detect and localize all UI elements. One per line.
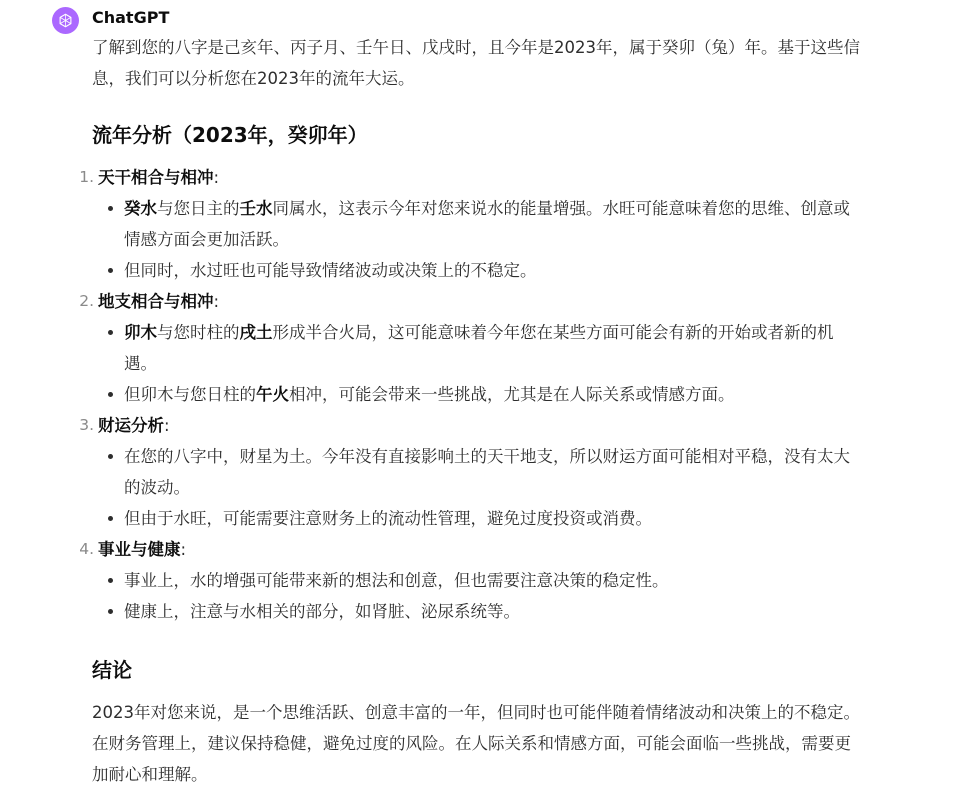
section-title: 财运分析 bbox=[98, 416, 164, 435]
section-heading bbox=[79, 410, 872, 441]
list-number: 2. bbox=[79, 292, 94, 310]
bold-term: 癸水 bbox=[124, 199, 157, 218]
bold-term: 午火 bbox=[256, 385, 289, 404]
bullet-list bbox=[98, 565, 872, 627]
section-heading bbox=[79, 162, 872, 193]
bullet-item bbox=[106, 565, 864, 596]
bullet-text: 健康上，注意与水相关的部分，如肾脏、泌尿系统等。 bbox=[124, 602, 520, 621]
bullet-text: 在您的八字中，财星为土。今年没有直接影响土的天干地支，所以财运方面可能相对平稳，没有太大的波动。 bbox=[124, 447, 850, 497]
bullet-text: 但卯木与您日柱的 bbox=[124, 385, 256, 404]
bullet-item bbox=[106, 441, 864, 503]
bullet-list bbox=[98, 441, 872, 534]
bullet-item bbox=[106, 596, 864, 627]
bullet-list bbox=[98, 193, 872, 286]
section-title: 事业与健康 bbox=[98, 540, 181, 559]
bullet-text: 形成半合火局，这可能意味着今年您在某些方面可能会有新的开始或者新的机遇。 bbox=[124, 323, 834, 373]
message-author: ChatGPT bbox=[92, 8, 170, 27]
bullet-text: 相冲，可能会带来一些挑战，尤其是在人际关系或情感方面。 bbox=[289, 385, 735, 404]
conclusion-paragraph: 2023年对您来说，是一个思维活跃、创意丰富的一年，但同时也可能伴随着情绪波动和决策上的不稳定。在财务管理上，建议保持稳健，避免过度的风险。在人际关系和情感方面，可能会面临一些挑战，需要更加耐心和理解。 bbox=[92, 703, 860, 784]
list-number: 4. bbox=[79, 540, 94, 558]
bullet-item bbox=[106, 317, 864, 379]
bullet-text: 事业上，水的增强可能带来新的想法和创意，但也需要注意决策的稳定性。 bbox=[124, 571, 669, 590]
bold-term: 壬水 bbox=[239, 199, 273, 218]
section-title: 天干相合与相冲 bbox=[98, 168, 214, 187]
section-colon: : bbox=[213, 168, 220, 187]
bullet-text: 同属水，这表示今年对您来说水的能量增强。水旺可能意味着您的思维、创意或情感方面会更加活跃。 bbox=[124, 199, 850, 249]
bullet-item bbox=[106, 503, 864, 534]
section-colon: : bbox=[213, 292, 220, 311]
analysis-section bbox=[79, 534, 872, 627]
intro-paragraph: 了解到您的八字是己亥年、丙子月、壬午日、戊戌时，且今年是2023年，属于癸卯（兔）年。基于这些信息，我们可以分析您在2023年的流年大运。 bbox=[92, 38, 860, 88]
analysis-heading: 流年分析（2023年，癸卯年） bbox=[92, 123, 368, 147]
bullet-list bbox=[98, 317, 872, 410]
section-heading bbox=[79, 534, 872, 565]
conclusion-heading: 结论 bbox=[92, 658, 132, 682]
bullet-item bbox=[106, 379, 864, 410]
analysis-section bbox=[79, 162, 872, 286]
list-number: 3. bbox=[79, 416, 94, 434]
analysis-section bbox=[79, 410, 872, 534]
bullet-text: 但由于水旺，可能需要注意财务上的流动性管理，避免过度投资或消费。 bbox=[124, 509, 652, 528]
bullet-item bbox=[106, 193, 864, 255]
openai-logo-icon bbox=[52, 7, 79, 34]
section-heading bbox=[79, 286, 872, 317]
analysis-section bbox=[79, 286, 872, 410]
bullet-item bbox=[106, 255, 864, 286]
bullet-text: 但同时，水过旺也可能导致情绪波动或决策上的不稳定。 bbox=[124, 261, 537, 280]
list-number: 1. bbox=[79, 168, 94, 186]
bullet-text: 与您日主的 bbox=[157, 199, 240, 218]
bullet-text: 与您时柱的 bbox=[157, 323, 240, 342]
section-colon: : bbox=[180, 540, 187, 559]
section-title: 地支相合与相冲 bbox=[98, 292, 214, 311]
bold-term: 卯木 bbox=[124, 323, 157, 342]
bold-term: 戌土 bbox=[239, 323, 273, 342]
analysis-list bbox=[79, 162, 872, 627]
section-colon: : bbox=[164, 416, 170, 435]
message-content bbox=[79, 32, 872, 790]
